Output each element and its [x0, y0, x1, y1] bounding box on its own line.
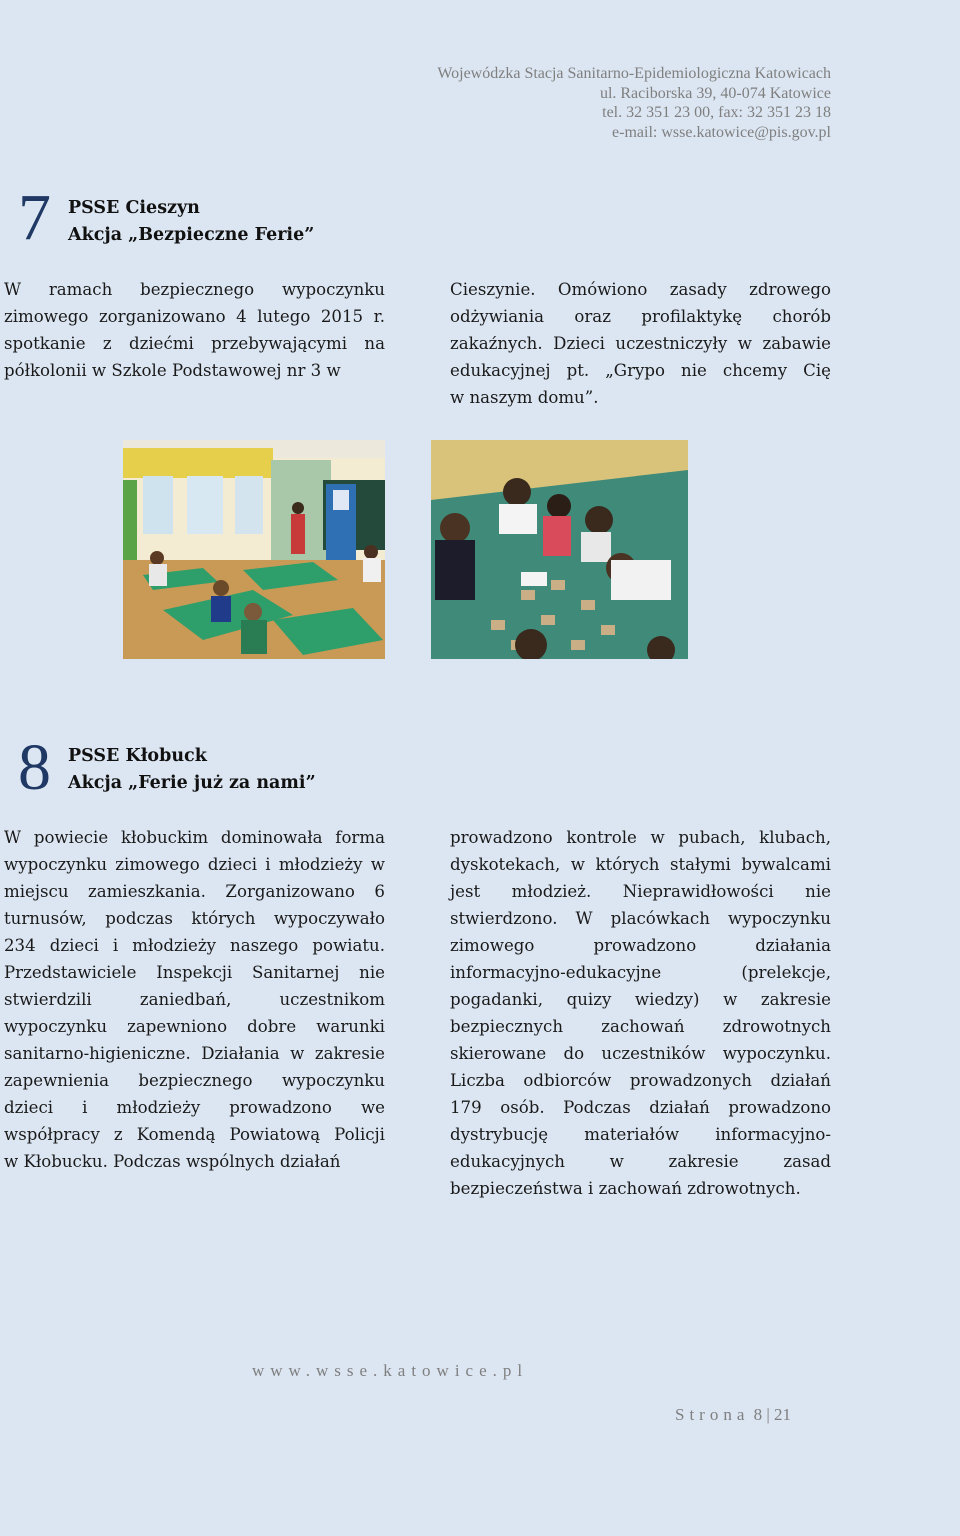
- text-line: stwierdzili zaniedbań, uczestnikom: [4, 990, 385, 1009]
- header-line-address: ul. Raciborska 39, 40-074 Katowice: [599, 84, 831, 102]
- text-line: 179 osób. Podczas działań prowadzono: [450, 1098, 831, 1117]
- footer-website-link[interactable]: www.wsse.katowice.pl: [252, 1361, 529, 1380]
- section-8-title-line2: Akcja „Ferie już za nami”: [68, 773, 316, 793]
- text-line: W powiecie kłobuckim dominowała forma: [4, 828, 385, 847]
- section-8-title-line1: PSSE Kłobuck: [68, 746, 207, 766]
- text-line: dystrybucję materiałów informacyjno-: [450, 1125, 831, 1144]
- section-7-title-line2: Akcja „Bezpieczne Ferie”: [68, 225, 315, 245]
- page-separator: |: [762, 1405, 775, 1424]
- children-playing-photo: [431, 440, 688, 659]
- text-line: spotkanie z dziećmi przebywającymi na: [4, 334, 385, 353]
- section-8-title: [68, 743, 316, 797]
- text-line: odżywiania oraz profilaktykę chorób: [450, 307, 831, 326]
- header-line-phone: tel. 32 351 23 00, fax: 32 351 23 18: [602, 104, 831, 121]
- page-current: 8: [753, 1405, 763, 1424]
- text-line: pogadanki, quizy wiedzy) w zakresie: [450, 990, 831, 1009]
- text-line: zapewnienia bezpiecznego wypoczynku: [4, 1071, 385, 1090]
- text-line: zimowego prowadzono działania: [450, 936, 831, 955]
- page-label: Strona: [675, 1405, 750, 1424]
- text-line: skierowane do uczestników wypoczynku.: [450, 1044, 831, 1063]
- text-line: współpracy z Komendą Powiatową Policji: [4, 1125, 385, 1144]
- text-line: sanitarno-higieniczne. Działania w zakresie: [4, 1044, 385, 1063]
- text-line: bezpieczeństwa i zachowań zdrowotnych.: [450, 1179, 801, 1198]
- page-number: [675, 1405, 791, 1425]
- text-line: Liczba odbiorców prowadzonych działań: [450, 1071, 831, 1090]
- classroom-photo: [123, 440, 385, 659]
- text-line: zakaźnych. Dzieci uczestniczyły w zabawie: [450, 334, 831, 353]
- text-line: miejscu zamieszkania. Zorganizowano 6: [4, 882, 385, 901]
- section-8-text-right: [450, 824, 831, 1202]
- section-7-number: 7: [18, 181, 51, 254]
- text-line: Przedstawiciele Inspekcji Sanitarnej nie: [4, 963, 385, 982]
- text-line: zimowego zorganizowano 4 lutego 2015 r.: [4, 307, 385, 326]
- text-line: stwierdzono. W placówkach wypoczynku: [450, 909, 831, 928]
- text-line: informacyjno-edukacyjne (prelekcje,: [450, 963, 831, 982]
- section-8-text-left: [4, 824, 385, 1175]
- text-line: W ramach bezpiecznego wypoczynku: [4, 280, 385, 299]
- page-total: 21: [774, 1405, 792, 1424]
- text-line: wypoczynku zimowego dzieci i młodzieży w: [4, 855, 385, 874]
- text-line: turnusów, podczas których wypoczywało: [4, 909, 385, 928]
- text-line: edukacyjnych w zakresie zasad: [450, 1152, 831, 1171]
- text-line: jest młodzież. Nieprawidłowości nie: [450, 882, 831, 901]
- institution-header: [437, 64, 831, 142]
- text-line: w Kłobucku. Podczas wspólnych działań: [4, 1152, 341, 1171]
- text-line: 234 dzieci i młodzieży naszego powiatu.: [4, 936, 385, 955]
- header-line-email[interactable]: e-mail: wsse.katowice@pis.gov.pl: [612, 123, 831, 141]
- text-line: prowadzono kontrole w pubach, klubach,: [450, 828, 831, 847]
- text-line: dyskotekach, w których stałymi bywalcami: [450, 855, 831, 874]
- text-line: wypoczynku zapewniono dobre warunki: [4, 1017, 385, 1036]
- header-line-name: Wojewódzka Stacja Sanitarno-Epidemiologiczna Katowicach: [437, 65, 831, 82]
- section-7-title: [68, 195, 314, 249]
- section-7-title-line1: PSSE Cieszyn: [68, 198, 200, 218]
- section-7-text-right: [450, 276, 831, 411]
- text-line: dzieci i młodzieży prowadzono we: [4, 1098, 385, 1117]
- section-8-number: 8: [18, 731, 51, 804]
- text-line: Cieszynie. Omówiono zasady zdrowego: [450, 280, 831, 299]
- text-line: półkolonii w Szkole Podstawowej nr 3 w: [4, 361, 341, 380]
- text-line: w naszym domu”.: [450, 388, 599, 407]
- text-line: edukacyjnej pt. „Grypo nie chcemy Cię: [450, 361, 831, 380]
- text-line: bezpiecznych zachowań zdrowotnych: [450, 1017, 831, 1036]
- section-7-text-left: [4, 276, 385, 384]
